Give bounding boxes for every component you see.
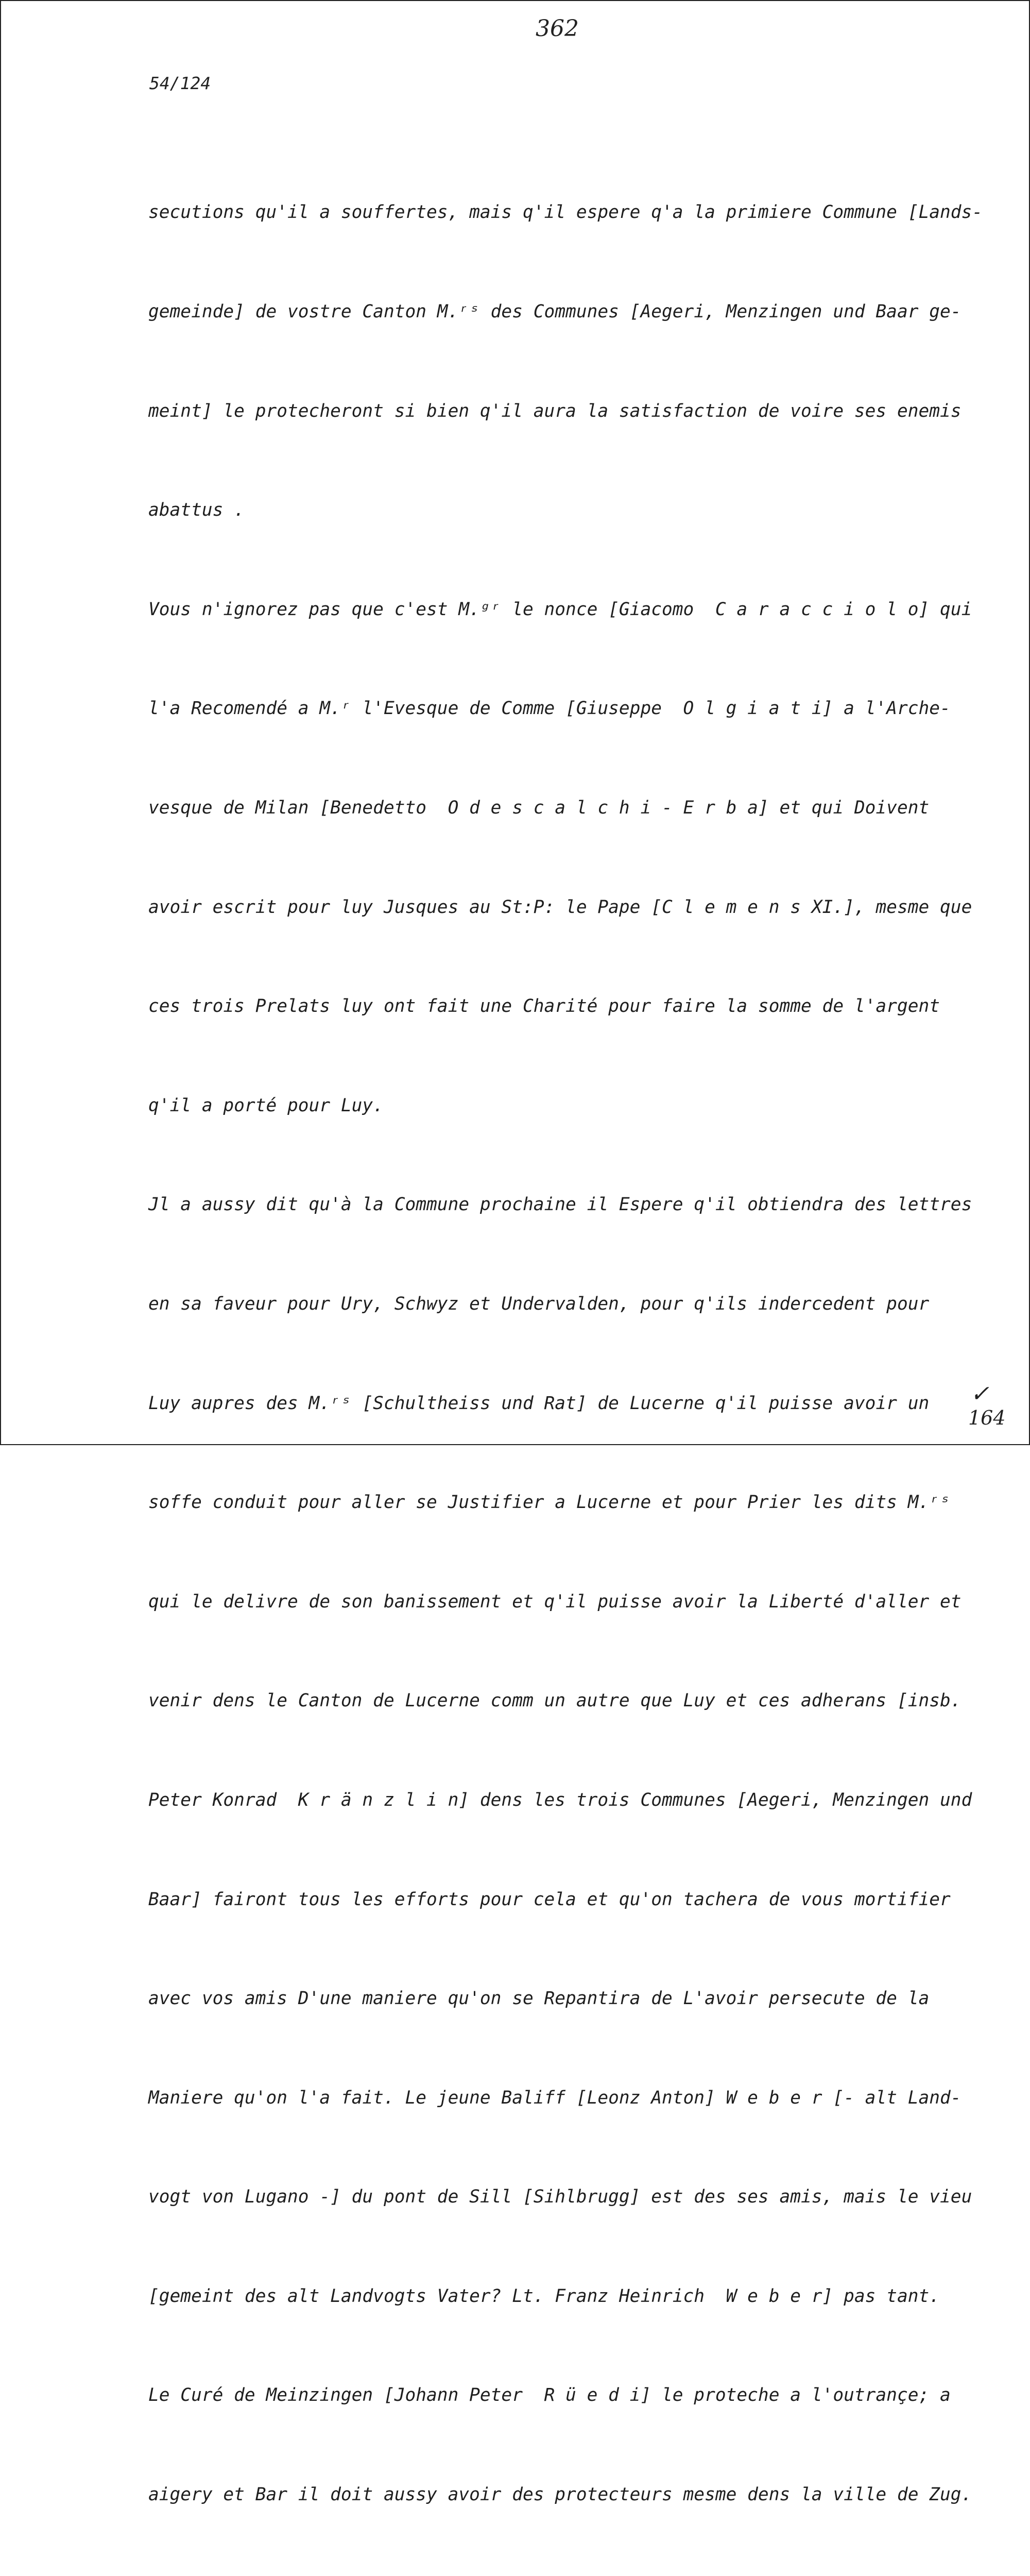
text-line: Luy aupres des M.ʳˢ [Schultheiss und Rat] de Lucerne q'il puisse avoir un: [148, 1393, 930, 1414]
text-line: Jl a aussy dit qu'à la Commune prochaine il Espere q'il obtiendra des lettres: [148, 1194, 972, 1215]
text-line: Baar] fairont tous les efforts pour cela et qu'on tachera de vous mortifier: [148, 1889, 951, 1910]
folio-number: 164: [968, 1406, 1006, 1429]
text-line: Vous n'ignorez pas que c'est M.ᵍʳ le nonce [Giacomo C a r a c c i o l o] qui: [148, 599, 972, 620]
text-line: vogt von Lugano -] du pont de Sill [Sihlbrugg] est des ses amis, mais le vieu: [148, 2187, 972, 2208]
letter-body: [148, 130, 983, 2576]
text-line: venir dens le Canton de Lucerne comm un autre que Luy et ces adherans [insb.: [148, 1690, 962, 1711]
text-line: meint] le protecheront si bien q'il aura la satisfaction de voire ses enemis: [148, 400, 962, 421]
text-line: Le Curé de Meinzingen [Johann Peter R ü e d i] le proteche a l'outrançe; a: [148, 2385, 951, 2406]
text-line: Peter Konrad K r ä n z l i n] dens les trois Communes [Aegeri, Menzingen und: [148, 1789, 972, 1810]
document-reference: 54/124: [149, 73, 211, 93]
text-line: [gemeint des alt Landvogts Vater? Lt. Franz Heinrich W e b e r] pas tant.: [148, 2285, 940, 2307]
text-line: gemeinde] de vostre Canton M.ʳˢ des Communes [Aegeri, Menzingen und Baar ge-: [148, 301, 962, 322]
text-line: soffe conduit pour aller se Justifier a Lucerne et pour Prier les dits M.ʳˢ: [148, 1492, 951, 1513]
text-line: secutions qu'il a souffertes, mais q'il espere q'a la primiere Commune [Lands-: [148, 202, 983, 223]
text-line: aigery et Bar il doit aussy avoir des protecteurs mesme dens la ville de Zug.: [148, 2484, 972, 2505]
text-line: vesque de Milan [Benedetto O d e s c a l c h i - E r b a] et qui Doivent: [148, 797, 930, 818]
page-number: 362: [536, 15, 579, 42]
text-line: abattus .: [148, 500, 245, 521]
text-line: avoir escrit pour luy Jusques au St:P: le Pape [C l e m e n s XI.], mesme que: [148, 896, 972, 918]
text-line: en sa faveur pour Ury, Schwyz et Undervalden, pour q'ils indercedent pour: [148, 1293, 930, 1314]
text-line: qui le delivre de son banissement et q'il puisse avoir la Liberté d'aller et: [148, 1591, 962, 1612]
text-line: Maniere qu'on l'a fait. Le jeune Baliff [Leonz Anton] W e b e r [- alt Land-: [148, 2087, 962, 2108]
text-line: avec vos amis D'une maniere qu'on se Repantira de L'avoir persecute de la: [148, 1988, 930, 2009]
text-line: q'il a porté pour Luy.: [148, 1095, 384, 1116]
text-line: l'a Recomendé a M.ʳ l'Evesque de Comme [Giuseppe O l g i a t i] a l'Arche-: [148, 698, 951, 719]
text-line: ces trois Prelats luy ont fait une Charité pour faire la somme de l'argent: [148, 996, 940, 1017]
check-mark: ✓: [970, 1381, 989, 1407]
